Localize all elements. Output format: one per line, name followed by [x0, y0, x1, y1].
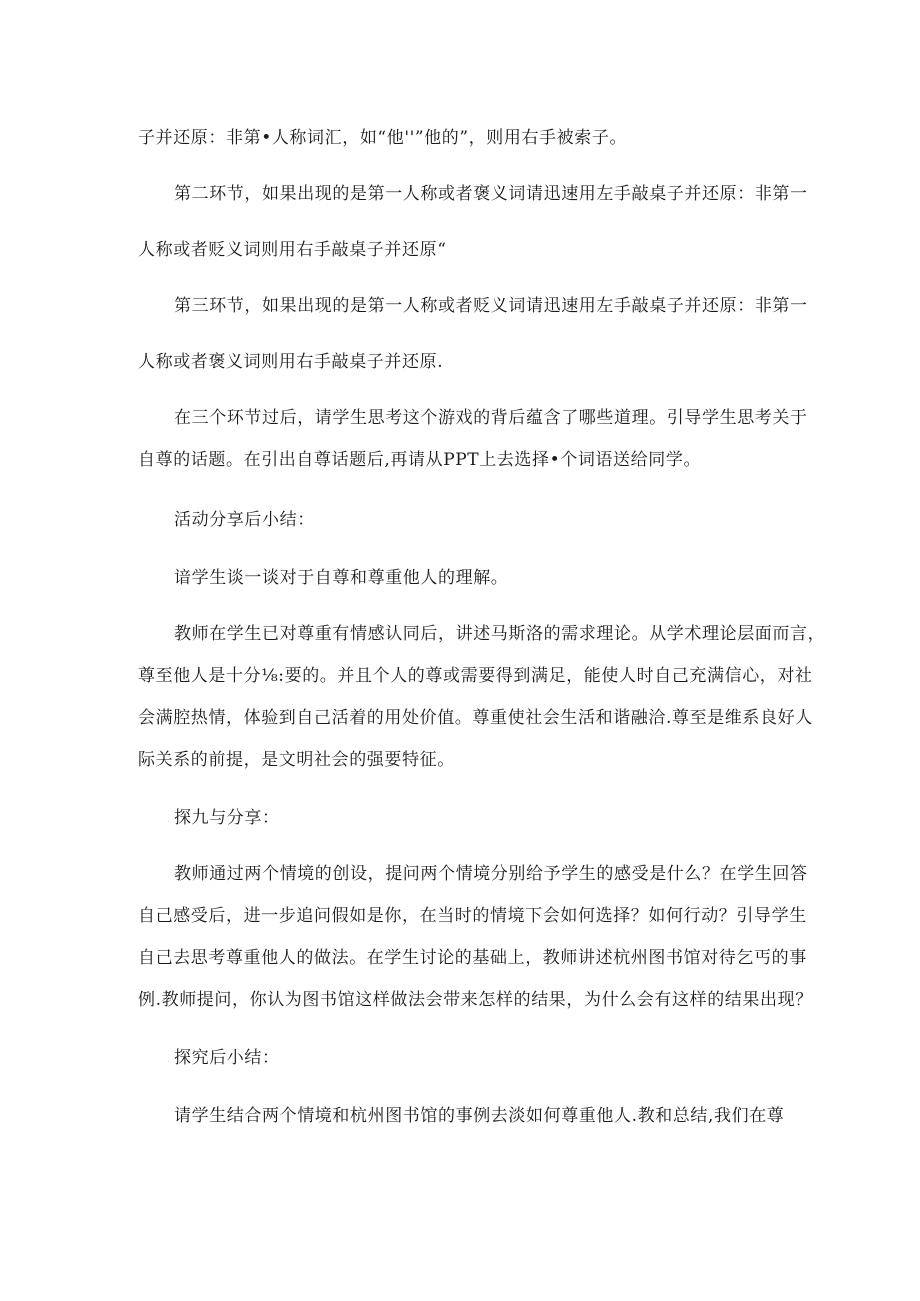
paragraph-student-talk: 谙学生谈一谈对于自尊和尊重他人的理解。 [174, 568, 509, 588]
paragraph-maslow-line-4: 际关系的前提，是文明社会的强要特征。 [138, 750, 455, 770]
paragraph-reflection-line-2: 自尊的话题。在引出自尊话题后,再请从PPT上去选择•个词语送给同学。 [138, 450, 702, 470]
section-heading-activity-summary: 活动分享后小结： [174, 510, 315, 530]
paragraph-maslow-line-1: 教师在学生已对尊重有情感认同后，讲述马斯洛的需求理论。从学术理论层面而言， [174, 624, 826, 644]
section-heading-explore-share: 探九与分享： [174, 808, 280, 828]
paragraph-second-step-line-1: 第二环节，如果出现的是第一人称或者褒义词请迅速用左手敲桌子并还原：非第一 [174, 184, 808, 204]
paragraph-continuation-line: 子并还原：非第•人称词汇，如“他''”他的”，则用右手被索子。 [138, 128, 628, 148]
paragraph-maslow-line-3: 会满腔热情，体验到自己活着的用处价值。尊重使社会生活和谐融洽.尊至是维系良好人 [138, 708, 813, 728]
paragraph-scenario-line-1: 教师通过两个情境的创设，提问两个情境分别给予学生的感受是什么？在学生回答 [174, 864, 808, 884]
paragraph-scenario-line-3: 自己去思考尊重他人的做法。在学生讨论的基础上，教师讲述杭州图书馆对待乞丐的事 [138, 948, 807, 968]
paragraph-third-step-line-2: 人称或者褒义词则用右手敲桌子并还原. [138, 352, 444, 372]
section-heading-explore-summary: 探究后小结： [174, 1048, 280, 1068]
paragraph-second-step-line-2: 人称或者贬义词则用右手敲桌子并还原“ [138, 240, 447, 260]
paragraph-scenario-line-4: 例.教师提问，你认为图书馆这样做法会带来怎样的结果，为什么会有这样的结果出现？ [138, 990, 813, 1010]
paragraph-reflection-line-1: 在三个环节过后，请学生思考这个游戏的背后蕴含了哪些道理。引导学生思考关于 [174, 408, 808, 428]
paragraph-maslow-line-2: 尊至他人是十分⅛:要的。并且个人的尊或需要得到满足，能使人时自己充满信心，对社 [138, 666, 813, 686]
paragraph-conclusion-line-1: 请学生结合两个情境和杭州图书馆的事例去淡如何尊重他人.教和总结,我们在尊 [174, 1106, 785, 1126]
paragraph-scenario-line-2: 自己感受后，进一步追问假如是你，在当时的情境下会如何选择？如何行动？引导学生 [138, 906, 807, 926]
paragraph-third-step-line-1: 第三环节，如果出现的是第一人称或者贬义词请迅速用左手敲桌子并还原：非第一 [174, 296, 808, 316]
